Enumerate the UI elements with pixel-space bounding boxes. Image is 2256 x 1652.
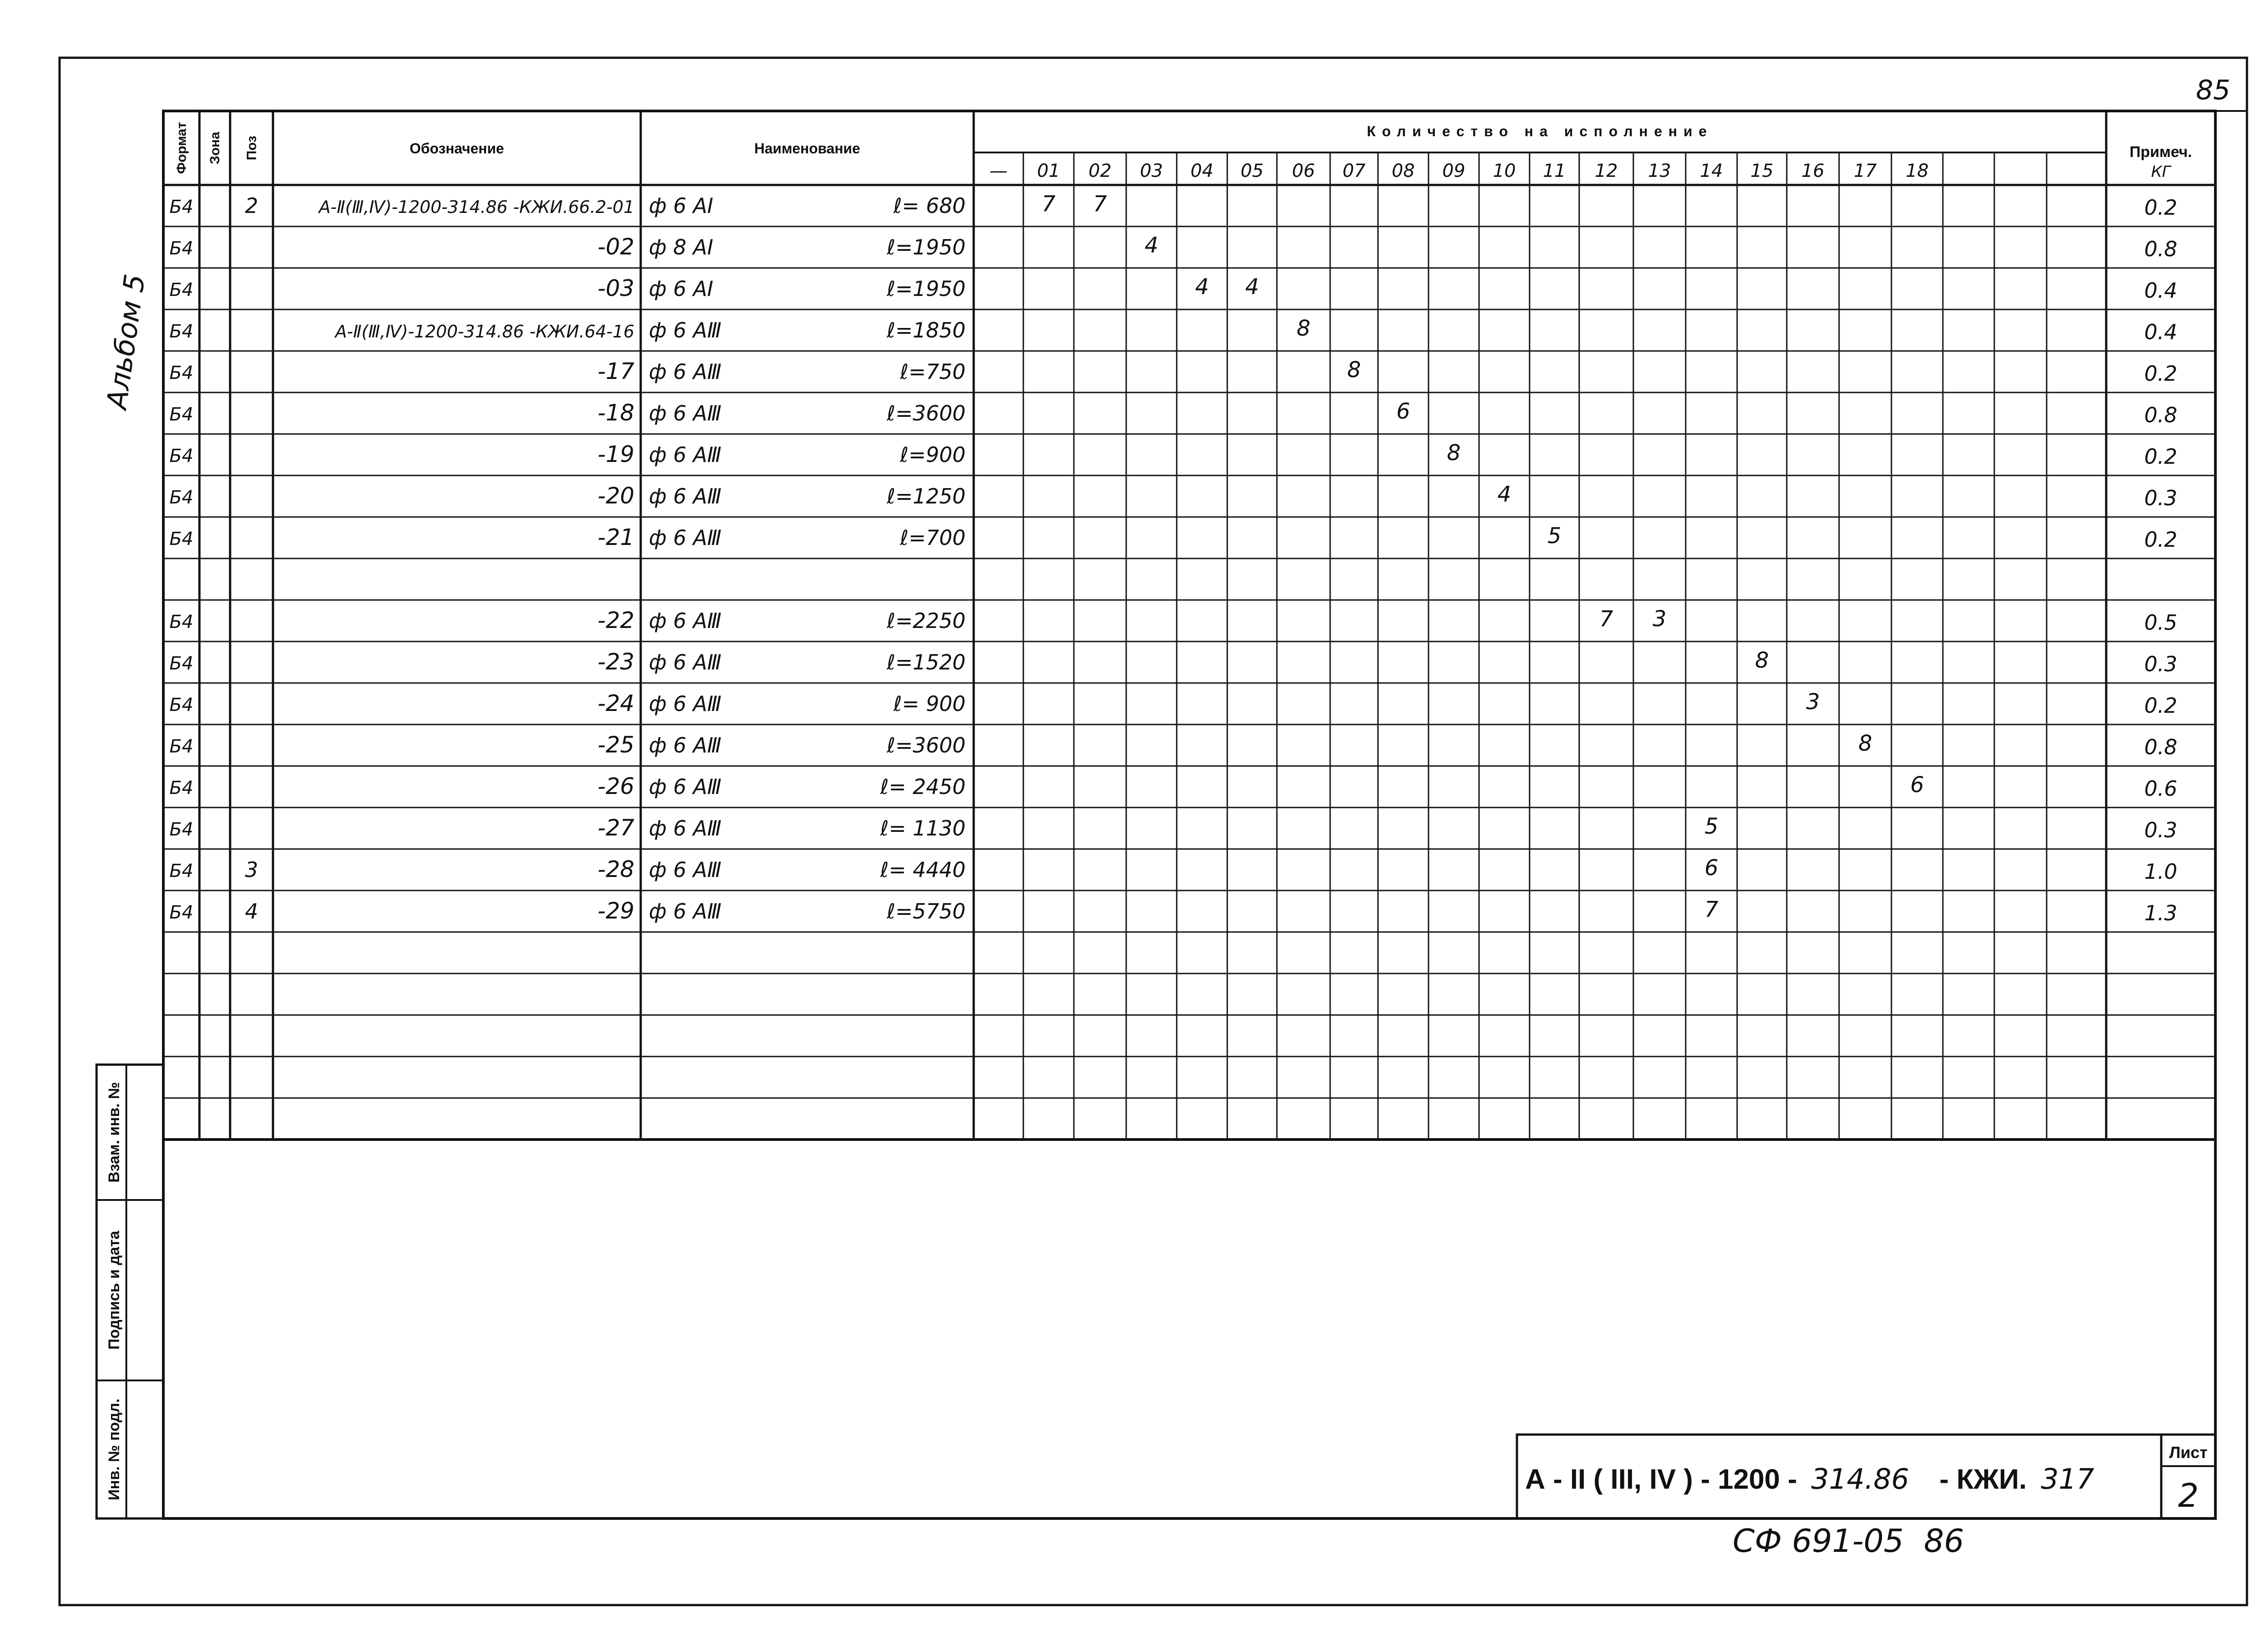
row-name: ф 6 АⅢ — [649, 609, 722, 633]
row-designation: -21 — [597, 524, 634, 550]
variant-header-16: 16 — [1801, 161, 1825, 181]
row-designation: -22 — [597, 607, 634, 633]
row-designation: -23 — [597, 649, 634, 675]
variant-header-2: 02 — [1088, 161, 1112, 181]
row-name: ф 6 АⅢ — [649, 484, 722, 508]
row-note: 0.8 — [2144, 237, 2177, 261]
row-designation: -17 — [597, 358, 634, 384]
row-format: Б4 — [169, 695, 194, 715]
variant-header-11: 11 — [1543, 161, 1566, 181]
variant-header-14: 14 — [1700, 161, 1723, 181]
header-zone: Зона — [208, 132, 222, 164]
row-name: ф 6 АⅢ — [649, 899, 722, 923]
specification-grid — [163, 111, 2215, 1140]
variant-header-1: 01 — [1037, 161, 1060, 181]
variant-header-15: 15 — [1750, 161, 1774, 181]
sheet-number: 2 — [2178, 1477, 2199, 1514]
row-name: ф 6 АⅢ — [649, 858, 722, 882]
variant-header-9: 09 — [1442, 161, 1465, 181]
row-format: Б4 — [169, 363, 194, 383]
row-name: ф 6 АⅢ — [649, 650, 722, 674]
row-format: Б4 — [169, 736, 194, 757]
row-format: Б4 — [169, 404, 194, 425]
row-length: ℓ=2250 — [887, 609, 966, 633]
row-format: Б4 — [169, 653, 194, 674]
row-qty-14: 7 — [1704, 897, 1719, 922]
row-length: ℓ=5750 — [887, 899, 966, 923]
row-note: 0.4 — [2144, 320, 2177, 344]
footer-note: СФ 691-05 86 — [1733, 1523, 1964, 1560]
row-note: 0.3 — [2144, 818, 2177, 842]
row-format: Б4 — [169, 280, 194, 300]
title-block — [1517, 1435, 2215, 1518]
side-stamp-signature: Подпись и дата — [106, 1231, 123, 1350]
row-designation: -24 — [597, 690, 634, 716]
row-qty-7: 8 — [1347, 357, 1361, 383]
row-note: 0.6 — [2144, 776, 2177, 801]
row-qty-12: 7 — [1599, 606, 1613, 632]
row-length: ℓ=1250 — [887, 484, 966, 508]
row-qty-11: 5 — [1547, 523, 1562, 549]
row-designation: -25 — [597, 732, 634, 758]
row-name: ф 6 АⅢ — [649, 318, 722, 342]
row-format: Б4 — [169, 238, 194, 259]
row-name: ф 6 АⅢ — [649, 692, 722, 716]
header-format: Формат — [174, 122, 189, 174]
row-designation: -28 — [597, 856, 634, 882]
row-qty-6: 8 — [1296, 316, 1311, 341]
row-note: 1.3 — [2144, 901, 2177, 925]
row-note: 0.8 — [2144, 403, 2177, 427]
row-designation: А-Ⅱ(Ⅲ,Ⅳ)-1200-314.86 -КЖИ.66.2-01 — [319, 197, 634, 217]
row-qty-14: 6 — [1704, 855, 1719, 881]
row-note: 0.2 — [2144, 361, 2177, 386]
row-length: ℓ=1850 — [887, 318, 966, 342]
row-format: Б4 — [169, 612, 194, 632]
header-pos: Поз — [244, 135, 259, 161]
row-qty-3: 4 — [1144, 233, 1159, 258]
row-length: ℓ= 1130 — [880, 816, 966, 840]
page-number: 85 — [2196, 74, 2231, 106]
row-format: Б4 — [169, 529, 194, 549]
row-name: ф 6 АⅠ — [649, 194, 713, 218]
header-note-unit: КГ — [2151, 163, 2171, 181]
row-designation: -20 — [597, 483, 634, 509]
variant-header-6: 06 — [1292, 161, 1315, 181]
row-qty-9: 8 — [1447, 440, 1461, 466]
row-length: ℓ= 2450 — [880, 775, 966, 799]
row-name: ф 6 АⅢ — [649, 526, 722, 550]
row-note: 1.0 — [2144, 859, 2177, 884]
row-designation: -19 — [597, 441, 634, 467]
title-code: А - II ( III, IV ) - 1200 - 314.86 - КЖИ. 317 — [1525, 1463, 2094, 1495]
row-qty-13: 3 — [1652, 606, 1667, 632]
row-length: ℓ=750 — [900, 360, 966, 384]
row-name: ф 6 АⅢ — [649, 443, 722, 467]
row-length: ℓ=900 — [900, 443, 966, 467]
row-qty-15: 8 — [1755, 648, 1769, 673]
row-qty-2: 7 — [1093, 191, 1107, 217]
row-pos: 3 — [245, 858, 259, 882]
row-length: ℓ=1520 — [887, 650, 966, 674]
row-qty-18: 6 — [1910, 772, 1924, 798]
row-note: 0.5 — [2144, 610, 2177, 635]
row-note: 0.2 — [2144, 444, 2177, 469]
row-note: 0.2 — [2144, 693, 2177, 718]
variant-header-7: 07 — [1342, 161, 1366, 181]
row-designation: -26 — [597, 773, 634, 799]
row-length: ℓ=1950 — [887, 277, 966, 301]
row-length: ℓ=700 — [900, 526, 966, 550]
row-qty-17: 8 — [1858, 731, 1872, 756]
header-designation: Обозначение — [409, 140, 504, 157]
row-length: ℓ= 4440 — [880, 858, 966, 882]
row-note: 0.2 — [2144, 195, 2177, 220]
variant-header-4: 04 — [1190, 161, 1214, 181]
row-format: Б4 — [169, 197, 194, 217]
row-pos: 2 — [245, 194, 259, 218]
row-qty-14: 5 — [1704, 814, 1719, 839]
row-designation: -03 — [597, 275, 634, 301]
row-name: ф 6 АⅢ — [649, 816, 722, 840]
variant-header-18: 18 — [1905, 161, 1929, 181]
row-name: ф 6 АⅢ — [649, 775, 722, 799]
sheet-label: Лист — [2169, 1443, 2208, 1462]
side-stamp-vzam: Взам. инв. № — [106, 1082, 123, 1183]
row-note: 0.3 — [2144, 486, 2177, 510]
variant-header-17: 17 — [1854, 161, 1877, 181]
row-qty-4: 4 — [1195, 274, 1209, 300]
variant-header-10: 10 — [1493, 161, 1516, 181]
row-length: ℓ=1950 — [887, 235, 966, 259]
row-qty-8: 6 — [1396, 399, 1410, 424]
row-pos: 4 — [245, 899, 259, 923]
specification-cells — [170, 122, 2192, 925]
row-note: 0.3 — [2144, 652, 2177, 676]
side-stamp — [97, 1065, 163, 1518]
row-designation: -29 — [597, 898, 634, 924]
row-format: Б4 — [169, 861, 194, 881]
row-format: Б4 — [169, 487, 194, 508]
variant-header-5: 05 — [1240, 161, 1264, 181]
header-note: Примеч. — [2129, 143, 2192, 161]
row-name: ф 6 АⅢ — [649, 360, 722, 384]
row-format: Б4 — [169, 902, 194, 923]
header-name: Наименование — [754, 140, 860, 157]
row-name: ф 6 АⅢ — [649, 733, 722, 757]
row-format: Б4 — [169, 778, 194, 798]
row-designation: -27 — [597, 815, 634, 841]
row-designation: -18 — [597, 400, 634, 426]
variant-header-8: 08 — [1392, 161, 1415, 181]
row-name: ф 8 АⅠ — [649, 235, 713, 259]
row-qty-16: 3 — [1806, 689, 1820, 715]
row-length: ℓ= 900 — [893, 692, 966, 716]
row-length: ℓ=3600 — [887, 401, 966, 425]
row-length: ℓ= 680 — [893, 194, 966, 218]
row-qty-5: 4 — [1245, 274, 1259, 300]
row-qty-10: 4 — [1497, 482, 1512, 507]
album-label: Альбом 5 — [100, 272, 152, 411]
variant-header-0: — — [989, 161, 1008, 181]
variant-header-13: 13 — [1648, 161, 1671, 181]
variant-header-3: 03 — [1140, 161, 1163, 181]
row-note: 0.2 — [2144, 527, 2177, 552]
row-note: 0.8 — [2144, 735, 2177, 759]
row-format: Б4 — [169, 819, 194, 840]
row-name: ф 6 АⅢ — [649, 401, 722, 425]
row-note: 0.4 — [2144, 278, 2177, 303]
row-designation: -02 — [597, 234, 634, 260]
variant-header-12: 12 — [1595, 161, 1618, 181]
row-name: ф 6 АⅠ — [649, 277, 713, 301]
side-stamp-inv-podl: Инв. № подл. — [106, 1398, 123, 1500]
row-format: Б4 — [169, 321, 194, 342]
row-qty-1: 7 — [1041, 191, 1056, 217]
row-format: Б4 — [169, 446, 194, 466]
row-designation: А-Ⅱ(Ⅲ,Ⅳ)-1200-314.86 -КЖИ.64-16 — [335, 322, 634, 341]
row-length: ℓ=3600 — [887, 733, 966, 757]
header-quantity: Количество на исполнение — [1367, 123, 1713, 139]
outer-frame — [60, 58, 2247, 1605]
